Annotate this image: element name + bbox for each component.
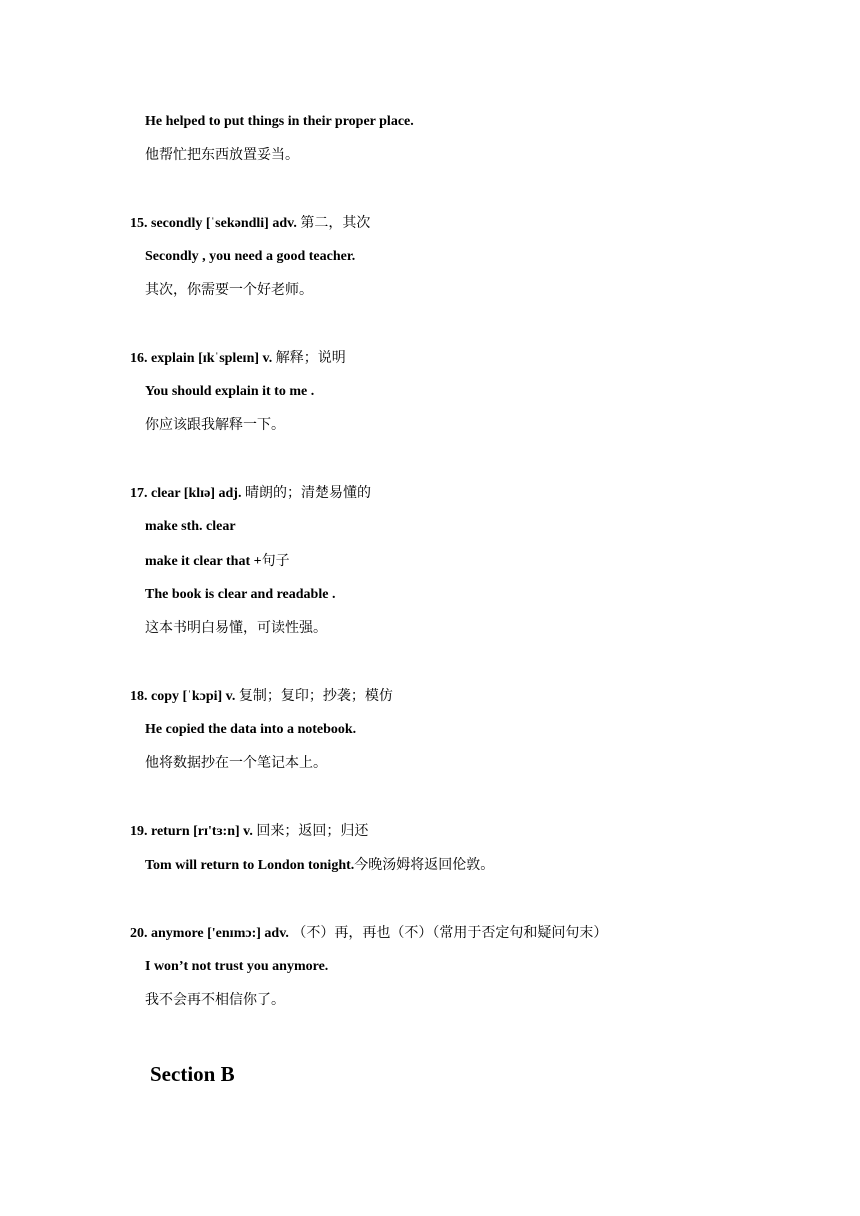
vocab-meaning: 晴朗的；清楚易懂的: [244, 485, 371, 501]
vocab-meaning: （不）再，再也（不）（常用于否定句和疑问句末）: [292, 925, 608, 941]
example-sentence-cn: 今晚汤姆将返回伦敦。: [354, 857, 495, 873]
phrase: [145, 552, 290, 571]
example-sentence-cn: 这本书明白易懂，可读性强。: [145, 620, 327, 636]
vocab-meaning: 解释；说明: [275, 350, 346, 366]
vocab-entry-18: [130, 687, 393, 706]
example-sentence-cn: 你应该跟我解释一下。: [145, 417, 285, 433]
example-sentence-en: Tom will return to London tonight.: [145, 858, 355, 873]
vocab-headword: 18. copy [ˈkɔpi] v.: [130, 689, 236, 704]
phrase-cn: 句子: [261, 553, 290, 569]
phrase-en: make it clear that +: [145, 554, 262, 569]
example-sentence-cn: 他帮忙把东西放置妥当。: [145, 147, 299, 163]
vocab-entry-20: [130, 924, 607, 943]
example-sentence-en: The book is clear and readable .: [145, 587, 336, 602]
vocab-meaning: 复制；复印；抄袭；模仿: [238, 688, 393, 704]
example-sentence-en: He copied the data into a notebook.: [145, 722, 357, 737]
vocab-headword: 15. secondly [ˈsekəndli] adv.: [130, 216, 297, 231]
vocab-headword: 19. return [rɪ'tɜ:n] v.: [130, 824, 253, 839]
vocab-meaning: 第二，其次: [300, 215, 371, 231]
vocab-headword: 20. anymore ['enɪmɔ:] adv.: [130, 926, 289, 941]
example-sentence-en: He helped to put things in their proper place.: [145, 114, 414, 129]
phrase: make sth. clear: [145, 519, 236, 534]
vocab-meaning: 回来；返回；归还: [256, 823, 369, 839]
example-sentence-cn: 其次，你需要一个好老师。: [145, 282, 313, 298]
example-sentence-en: I won’t not trust you anymore.: [145, 959, 329, 974]
example-sentence-en: Secondly , you need a good teacher.: [145, 249, 356, 264]
example-sentence-cn: 我不会再不相信你了。: [145, 992, 285, 1008]
vocab-entry-19: [130, 822, 368, 841]
vocab-entry-17: [130, 484, 371, 503]
section-heading: Section B: [150, 1062, 235, 1086]
example-sentence: [145, 856, 494, 875]
example-sentence-cn: 他将数据抄在一个笔记本上。: [145, 755, 327, 771]
vocab-headword: 17. clear [klɪə] adj.: [130, 486, 242, 501]
vocab-headword: 16. explain [ɪkˈspleɪn] v.: [130, 351, 273, 366]
example-sentence-en: You should explain it to me .: [145, 384, 315, 399]
vocab-entry-16: [130, 349, 346, 368]
vocab-entry-15: [130, 214, 370, 233]
